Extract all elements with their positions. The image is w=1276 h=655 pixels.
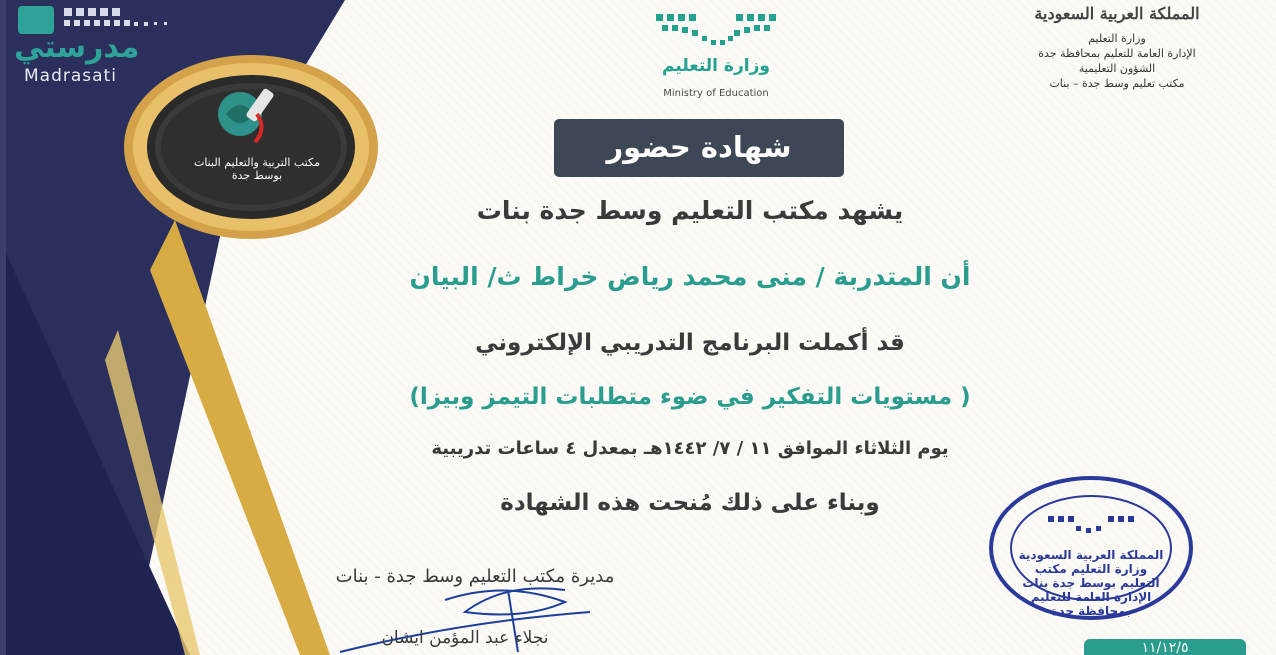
signatory-name: نجلاء عبد المؤمن ايشان <box>381 628 549 648</box>
ministry-pixel-icon <box>636 10 796 54</box>
seal-text: مكتب التربية والتعليم البنات بوسط جدة <box>193 156 321 182</box>
completion-line: قد أكملت البرنامج التدريبي الإلكتروني <box>475 330 905 356</box>
granting-line: وبناء على ذلك مُنحت هذه الشهادة <box>500 490 880 516</box>
kingdom-calligraphy: المملكة العربية السعودية <box>1034 4 1200 23</box>
date-hours-line: يوم الثلاثاء الموافق ١١ / ٧/ ١٤٤٢هـ بمعدل ٤ ساعات تدريبية <box>431 438 949 459</box>
date-tab: ١١/١٢/٥ <box>1084 639 1246 655</box>
issuer-line: مكتب تعليم وسط جدة – بنات <box>1049 77 1185 90</box>
certifying-office-line: يشهد مكتب التعليم وسط جدة بنات <box>476 196 904 225</box>
stamp-text: المملكة العربية السعودية وزارة التعليم مكتب التعليم بوسط جدة بنات الإدارة العامة للتعليم بمحافظة جدة <box>1018 548 1164 618</box>
issuer-header <box>1002 4 1232 91</box>
program-title-line: ( مستويات التفكير في ضوء متطلبات التيمز وبيزا) <box>409 384 971 410</box>
office-seal <box>122 52 380 242</box>
issuer-line: وزارة التعليم <box>1088 32 1146 45</box>
ministry-logo <box>636 10 796 100</box>
ministry-name-en: Ministry of Education <box>663 88 769 99</box>
trainee-name-line: أن المتدربة / منى محمد رياض خراط ث/ البيان <box>409 262 971 291</box>
certificate-title: شهادة حضور <box>554 119 844 177</box>
signatory-title: مديرة مكتب التعليم وسط جدة - بنات <box>335 566 615 587</box>
issuer-line: الشؤون التعليمية <box>1078 62 1156 75</box>
brand-name-ar: مدرستي <box>14 30 140 65</box>
ministry-name-ar: وزارة التعليم <box>662 56 770 76</box>
issuer-line: الإدارة العامة للتعليم بمحافظة جدة <box>1038 47 1196 60</box>
brand-name-en: Madrasati <box>24 66 117 86</box>
